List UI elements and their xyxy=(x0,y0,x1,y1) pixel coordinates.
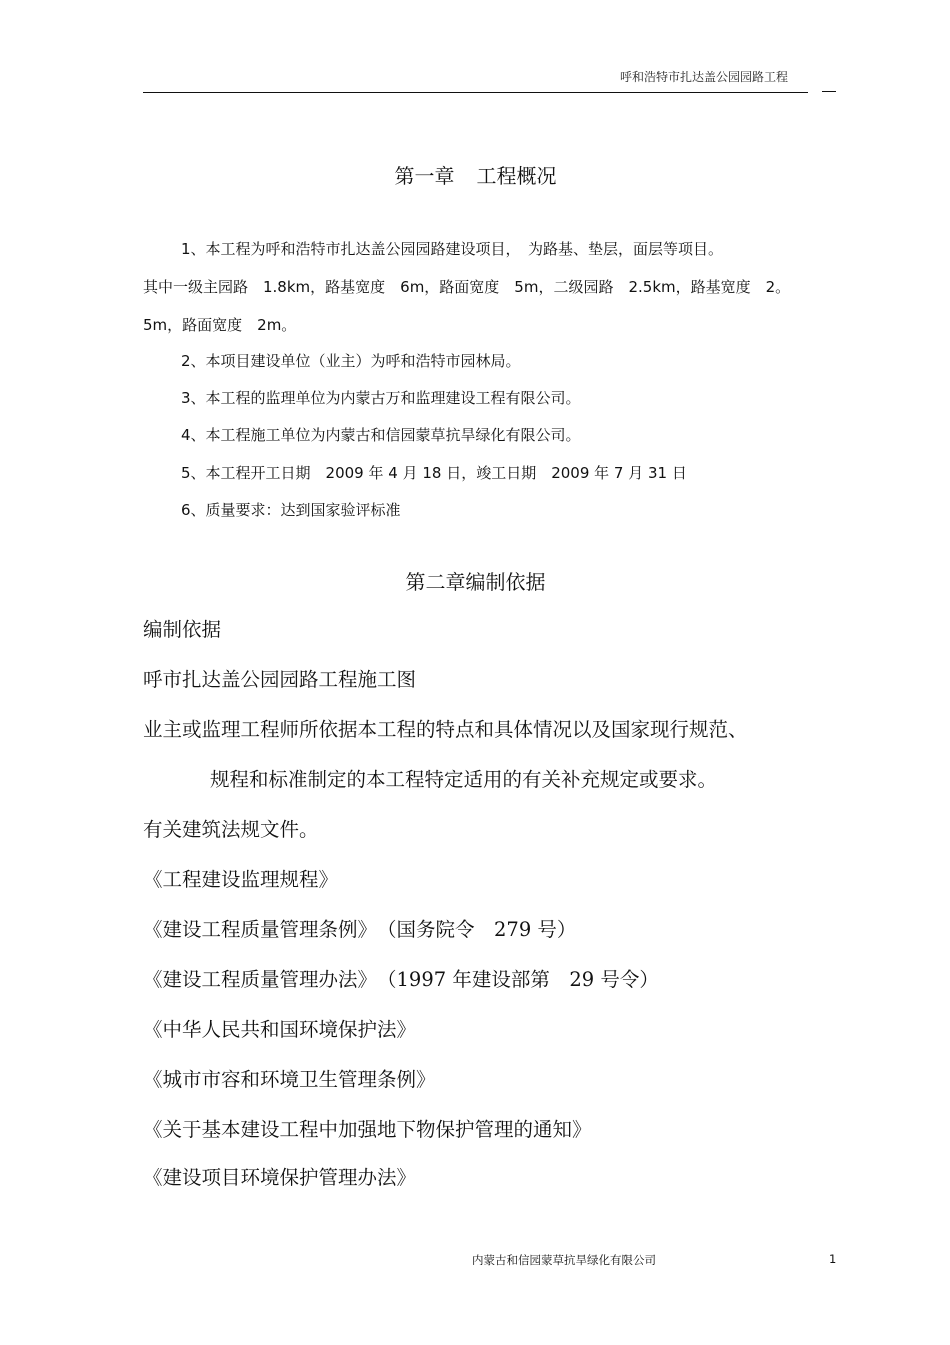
page-number: 1 xyxy=(829,1252,837,1266)
item5: 5、本工程开工日期 2009 年 4 月 18 日，竣工日期 2009 年 7 月 31 日 xyxy=(181,464,687,482)
item1-line2: 其中一级主园路 1.8km，路基宽度 6m，路面宽度 5m，二级园路 2.5km，路基宽度 2。 xyxy=(143,278,791,296)
regulation-item: 《建设工程质量管理办法》 （1997 年建设部第 29 号令） xyxy=(143,968,659,991)
chapter1-number: 第一章 xyxy=(394,164,455,188)
chapter1-title xyxy=(143,160,808,189)
header-rule xyxy=(143,92,808,93)
basis-line: 业主或监理工程师所依据本工程的特点和具体情况以及国家现行规范、 xyxy=(143,718,748,741)
regulation-item: 《关于基本建设工程中加强地下物保护管理的通知》 xyxy=(143,1118,592,1141)
item3: 3、本工程的监理单位为内蒙古万和监理建设工程有限公司。 xyxy=(181,389,581,407)
item1-line1: 1、本工程为呼和浩特市扎达盖公园园路建设项目， 为路基、垫层，面层等项目。 xyxy=(181,240,724,258)
footer-company: 内蒙古和信园蒙草抗旱绿化有限公司 xyxy=(472,1253,656,1267)
chapter2-title: 第二章编制依据 xyxy=(405,570,546,594)
basis-line: 呼市扎达盖公园园路工程施工图 xyxy=(143,668,417,691)
header-dash xyxy=(822,91,836,92)
regulation-item: 《建设项目环境保护管理办法》 xyxy=(143,1166,417,1189)
chapter1-name: 工程概况 xyxy=(476,164,557,188)
regulation-item: 《中华人民共和国环境保护法》 xyxy=(143,1018,417,1041)
basis-line: 规程和标准制定的本工程特定适用的有关补充规定或要求。 xyxy=(210,768,718,791)
regulation-item: 《工程建设监理规程》 xyxy=(143,868,339,891)
item2: 2、本项目建设单位（业主）为呼和浩特市园林局。 xyxy=(181,352,521,370)
regulation-item: 《建设工程质量管理条例》 （国务院令 279 号） xyxy=(143,918,577,941)
basis-heading: 编制依据 xyxy=(143,618,222,641)
regulation-item: 《城市市容和环境卫生管理条例》 xyxy=(143,1068,436,1091)
running-header: 呼和浩特市扎达盖公园园路工程 xyxy=(619,70,788,84)
basis-line: 有关建筑法规文件。 xyxy=(143,818,319,841)
item1-line3: 5m，路面宽度 2m。 xyxy=(143,316,297,334)
item6: 6、质量要求：达到国家验评标准 xyxy=(181,501,401,519)
item4: 4、本工程施工单位为内蒙古和信园蒙草抗旱绿化有限公司。 xyxy=(181,426,581,444)
